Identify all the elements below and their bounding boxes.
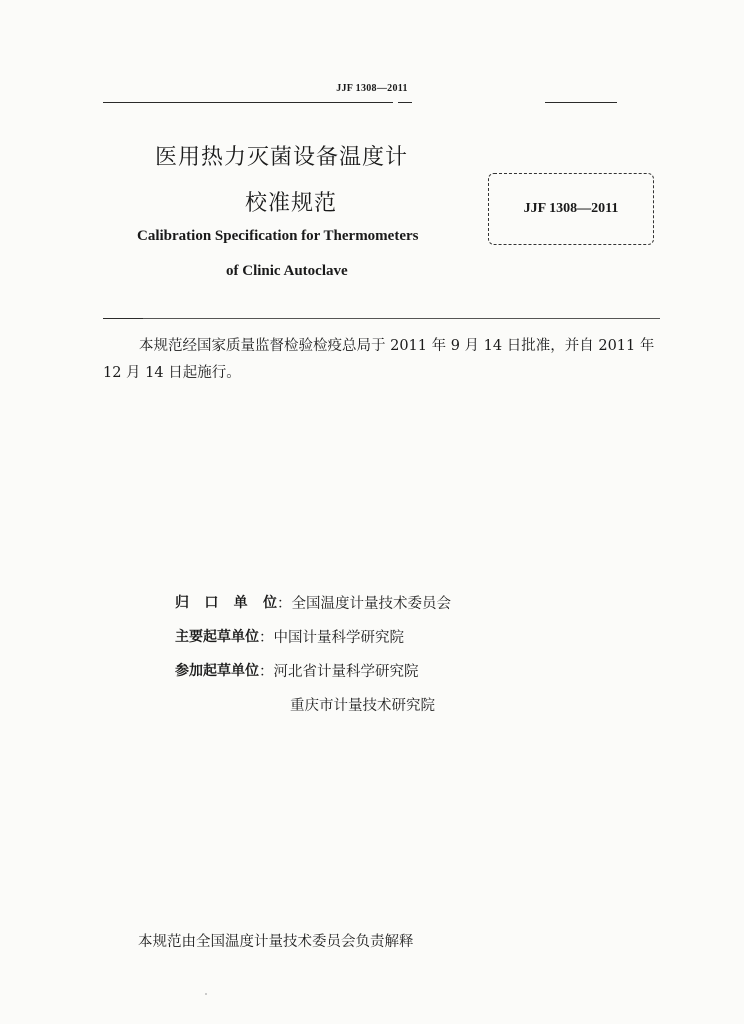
main-drafter-value: 中国计量科学研究院 xyxy=(273,630,404,646)
divider-rule-left xyxy=(103,318,143,319)
label-char: 归 xyxy=(175,595,189,611)
header-rule-left xyxy=(103,102,393,103)
title-english-line1: Calibration Specification for Thermometers xyxy=(137,228,419,244)
participating-drafter-label: 参加起草单位 xyxy=(175,663,259,679)
label-char: 位 xyxy=(262,595,277,611)
divider-rule-right xyxy=(143,318,660,319)
standard-code-box-text: JJF 1308—2011 xyxy=(523,201,619,216)
approval-statement: 本规范经国家质量监督检验检疫总局于 2011 年 9 月 14 日批准，并自 2011 年 12 月 14 日起施行。 xyxy=(103,338,655,381)
participating-drafter-value-2: 重庆市计量技术研究院 xyxy=(290,698,435,714)
title-chinese-line2: 校准规范 xyxy=(245,191,338,216)
main-drafter-label: 主要起草单位 xyxy=(175,629,259,645)
main-drafter-row xyxy=(175,626,404,647)
interpretation-note: 本规范由全国温度计量技术委员会负责解释 xyxy=(138,934,414,950)
responsible-unit-value: 全国温度计量技术委员会 xyxy=(291,596,451,612)
header-rule-center-mark xyxy=(398,102,412,103)
title-english-line2: of Clinic Autoclave xyxy=(226,263,348,279)
standard-code-box xyxy=(488,173,654,245)
participating-drafter-value-1: 河北省计量科学研究院 xyxy=(273,664,419,680)
label-colon: ： xyxy=(259,664,274,680)
header-standard-code: JJF 1308—2011 xyxy=(336,83,408,94)
title-chinese-line1: 医用热力灭菌设备温度计 xyxy=(155,145,409,170)
responsible-unit-label xyxy=(175,592,285,613)
scan-speck xyxy=(205,993,207,995)
participating-drafter-row xyxy=(175,660,419,681)
header-rule-right xyxy=(545,102,617,103)
label-colon: ： xyxy=(259,630,274,646)
label-char: 口 xyxy=(204,595,219,611)
label-char: 单 xyxy=(233,595,248,611)
responsible-unit-row xyxy=(175,592,451,613)
label-colon: ： xyxy=(277,596,292,612)
